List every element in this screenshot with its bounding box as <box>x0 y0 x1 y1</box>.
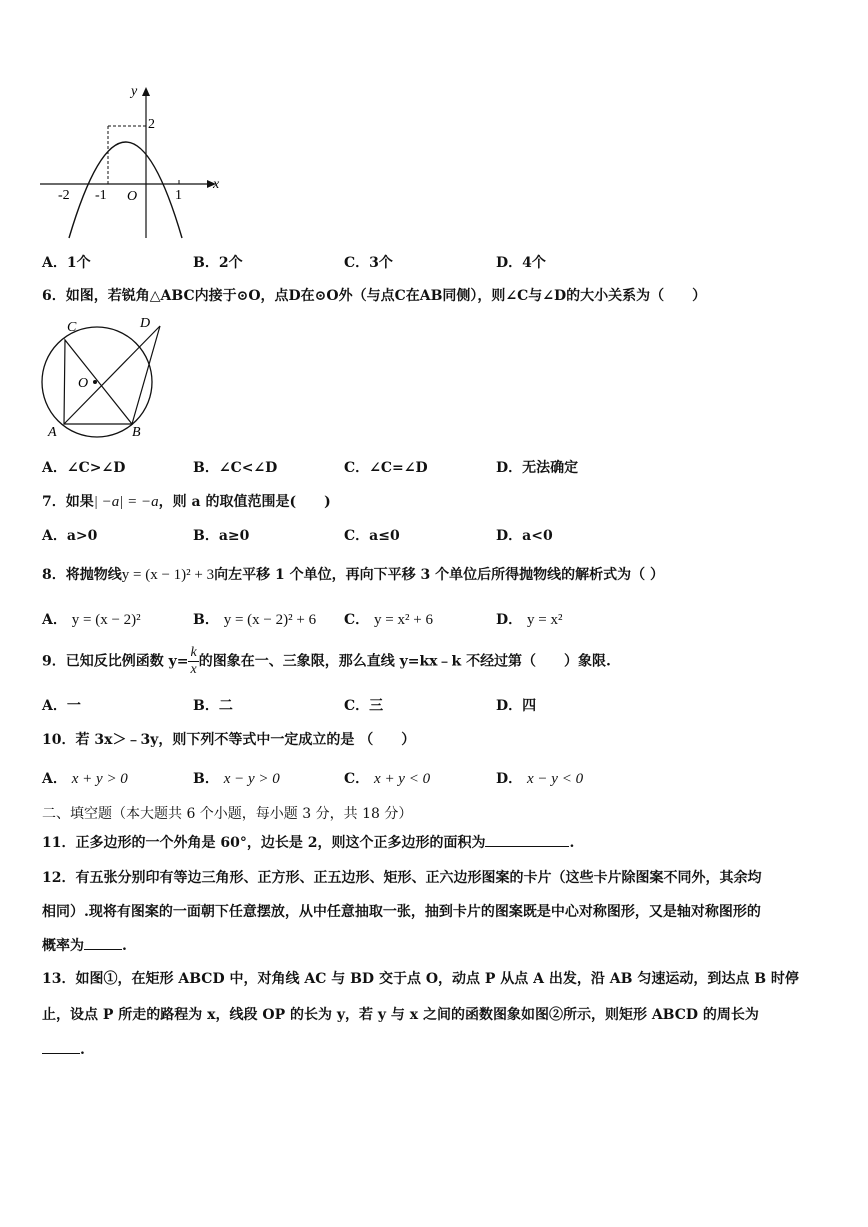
q7-option-c: C．a≤0 <box>344 528 400 544</box>
q7-prefix: 7．如果 <box>42 494 94 510</box>
y-tick-2: 2 <box>148 117 155 132</box>
q8-suffix: 向左平移 1 个单位，再向下平移 3 个单位后所得抛物线的解析式为（ ） <box>214 567 664 583</box>
x-axis-label: x <box>213 177 220 192</box>
parabola-graph <box>36 84 236 244</box>
q10-option-b: B． x − y > 0 <box>193 771 280 787</box>
q9-frac-num: k <box>190 645 197 660</box>
q6-option-c: C．∠C=∠D <box>344 460 428 476</box>
q5-option-b: B．2个 <box>193 255 243 271</box>
q13-line3: . <box>42 1039 85 1058</box>
q10-option-c: C． x + y < 0 <box>344 771 431 787</box>
q5-option-a: A．1个 <box>42 255 91 271</box>
q7-option-d: D．a<0 <box>496 528 553 544</box>
q12-line2: 相同）.现将有图案的一面朝下任意摆放，从中任意抽取一张，抽到卡片的图案既是中心对称图形，又是轴对称图形的 <box>42 904 761 920</box>
point-d-label: D <box>140 316 151 331</box>
point-c-label: C <box>67 320 77 335</box>
y-axis-label: y <box>131 84 138 99</box>
q12-line1: 12．有五张分别印有等边三角形、正方形、正五边形、矩形、正六边形图案的卡片（这些卡片除图案不同外，其余均 <box>42 870 762 886</box>
q13-answer-blank <box>42 1039 80 1054</box>
q9-option-c: C．三 <box>344 698 384 714</box>
q10-option-a: A． x + y > 0 <box>42 771 128 787</box>
q8-option-d: D． y = x² <box>496 612 563 628</box>
circle-figure <box>36 310 166 442</box>
q10-question: 10．若 3x＞﹣3y，则下列不等式中一定成立的是 （ ） <box>42 732 416 748</box>
section-heading: 二、填空题（本大题共 6 个小题，每小题 3 分，共 18 分） <box>42 806 413 822</box>
q7-option-a: A．a>0 <box>42 528 98 544</box>
q8-option-b-math: y = (x − 2)² + 6 <box>223 612 317 628</box>
q8-option-a: A． y = (x − 2)² <box>42 612 141 628</box>
q7-suffix: ，则 a 的取值范围是( ) <box>158 494 331 510</box>
q11-question: 11．正多边形的一个外角是 60°，边长是 2，则这个正多边形的面积为 . <box>42 832 574 852</box>
q9-question <box>42 645 611 678</box>
q9-prefix: 9．已知反比例函数 y= <box>42 653 189 670</box>
q6-option-b: B．∠C<∠D <box>193 460 278 476</box>
q8-option-b: B． y = (x − 2)² + 6 <box>193 612 317 628</box>
x-tick-minus2: -2 <box>58 188 70 203</box>
q7-option-b: B．a≥0 <box>193 528 250 544</box>
q8-option-d-math: y = x² <box>527 612 563 628</box>
q12-answer-blank <box>84 935 122 950</box>
q8-option-c-math: y = x² + 6 <box>374 612 433 628</box>
q7-question <box>42 491 331 511</box>
q7-math: | −a| = −a <box>93 494 159 510</box>
origin-label: O <box>127 189 138 204</box>
q6-option-a: A．∠C>∠D <box>42 460 126 476</box>
q10-option-c-math: x + y < 0 <box>374 771 431 787</box>
x-tick-minus1: -1 <box>95 188 107 203</box>
q10-option-a-math: x + y > 0 <box>71 771 128 787</box>
q10-option-d: D． x − y < 0 <box>496 771 584 787</box>
center-o-label: O <box>78 376 89 391</box>
point-b-label: B <box>132 425 141 440</box>
q12-line3: 概率为 . <box>42 935 127 955</box>
q9-option-d: D．四 <box>496 698 537 714</box>
q8-option-c: C． y = x² + 6 <box>344 612 433 628</box>
q9-option-b: B．二 <box>193 698 233 714</box>
q8-question <box>42 564 664 584</box>
q8-option-a-math: y = (x − 2)² <box>71 612 141 628</box>
q10-option-d-math: x − y < 0 <box>527 771 584 787</box>
q10-option-b-math: x − y > 0 <box>223 771 280 787</box>
q11-answer-blank <box>485 832 569 847</box>
q6-option-d: D．无法确定 <box>496 460 579 476</box>
point-a-label: A <box>48 425 57 440</box>
q5-option-d: D．4个 <box>496 255 546 271</box>
q9-option-a: A．一 <box>42 698 81 714</box>
q13-line2: 止，设点 P 所走的路程为 x，线段 OP 的长为 y，若 y 与 x 之间的函数图象如图②所示，则矩形 ABCD 的周长为 <box>42 1007 759 1023</box>
q5-option-c: C．3个 <box>344 255 393 271</box>
q13-line1: 13．如图①，在矩形 ABCD 中，对角线 AC 与 BD 交于点 O，动点 P 从点 A 出发，沿 AB 匀速运动，到达点 B 时停 <box>42 971 799 987</box>
q6-question: 6．如图，若锐角△ABC内接于⊙O，点D在⊙O外（与点C在AB同侧），则∠C与∠D的大小关系为（ ） <box>42 288 707 304</box>
q8-math: y = (x − 1)² + 3 <box>121 567 215 583</box>
x-tick-1: 1 <box>175 188 182 203</box>
q9-frac-den: x <box>190 662 197 677</box>
q9-fraction <box>188 645 198 678</box>
q8-prefix: 8．将抛物线 <box>42 567 122 583</box>
q9-suffix: 的图象在一、三象限，那么直线 y=kx﹣k 不经过第（ ）象限. <box>198 653 611 670</box>
